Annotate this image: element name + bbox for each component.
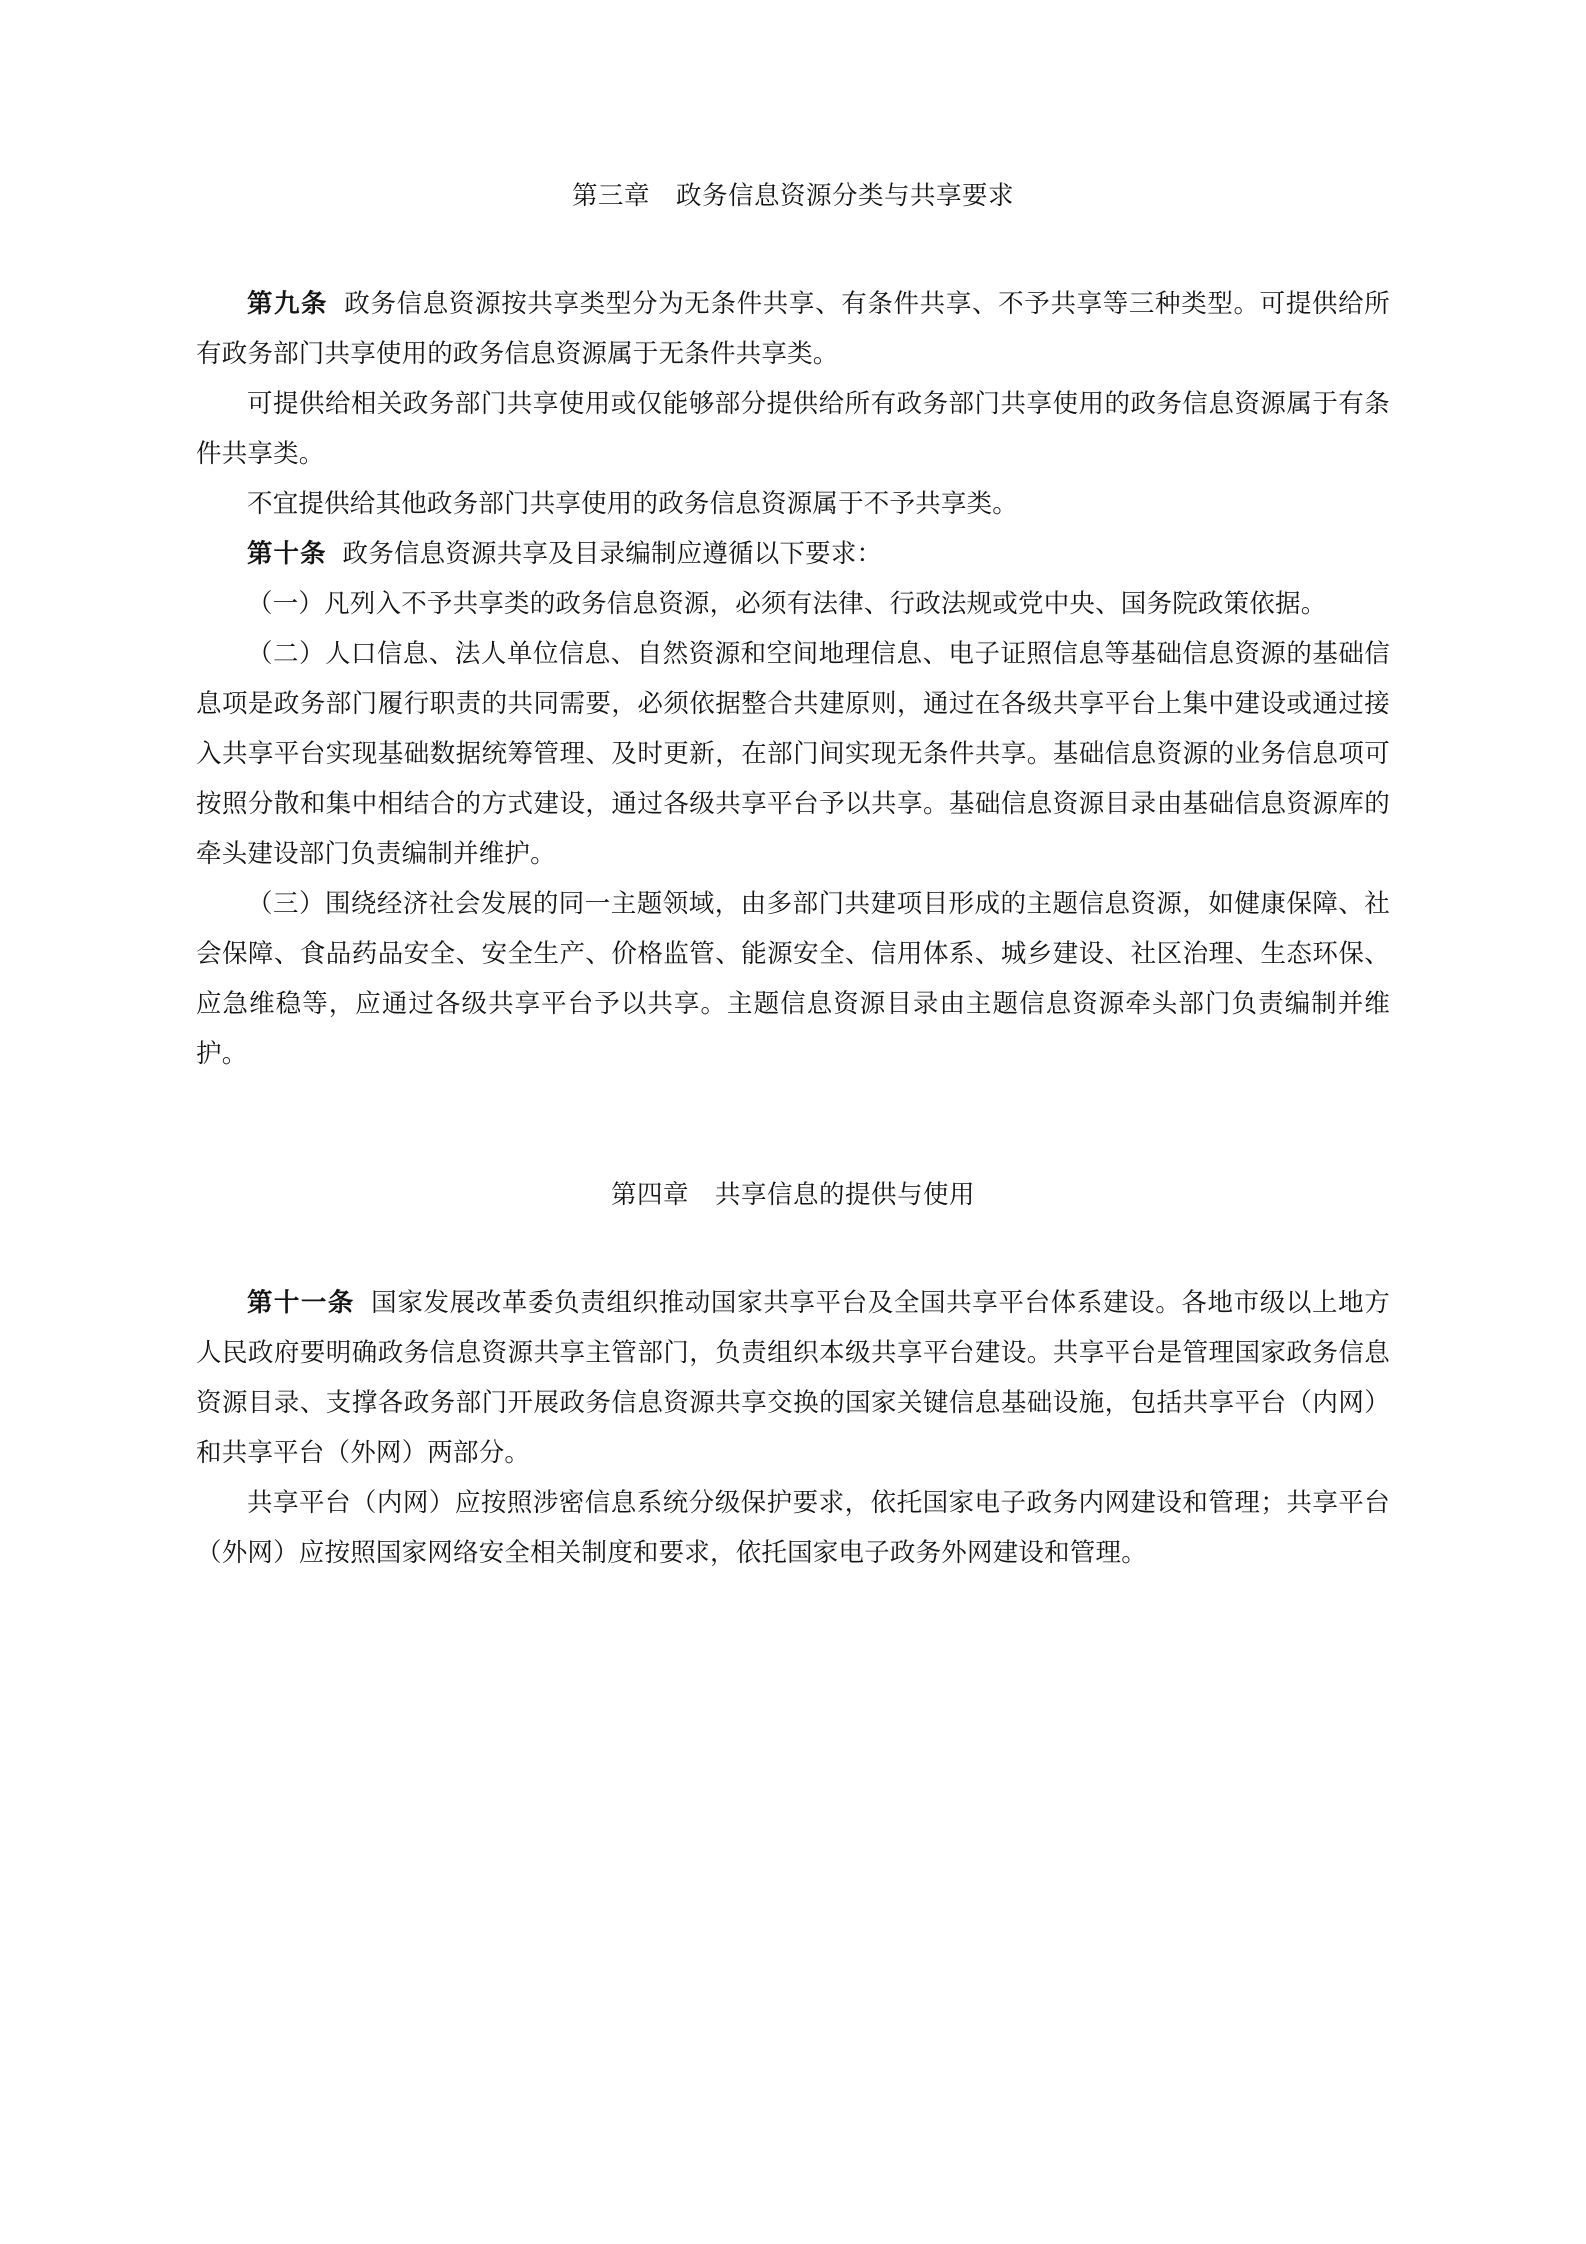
- article-9-paragraph-3: 不宜提供给其他政务部门共享使用的政务信息资源属于不予共享类。: [247, 488, 1019, 519]
- article-10-item-2: （二）人口信息、法人单位信息、自然资源和空间地理信息、电子证照信息等基础信息资源的基础信息项是政务部门履行职责的共同需要，必须依据整合共建原则，通过在各级共享平台上集中建设或通过接入共享平台实现基础数据统筹管理、及时更新，在部门间实现无条件共享。基础信息资源的业务信息项可按照分散和集中相结合的方式建设，通过各级共享平台予以共享。基础信息资源目录由基础信息资源库的牵头建设部门负责编制并维护。: [196, 638, 1390, 869]
- article-10-item-3: （三）围绕经济社会发展的同一主题领域，由多部门共建项目形成的主题信息资源，如健康保障、社会保障、食品药品安全、安全生产、价格监管、能源安全、信用体系、城乡建设、社区治理、生态环保、应急维稳等，应通过各级共享平台予以共享。主题信息资源目录由主题信息资源牵头部门负责编制并维护。: [196, 888, 1390, 1069]
- article-10-item-1: （一）凡列入不予共享类的政务信息资源，必须有法律、行政法规或党中央、国务院政策依据。: [247, 588, 1327, 619]
- article-10-label: 第十条: [247, 538, 327, 569]
- article-9-label: 第九条: [247, 288, 328, 319]
- article-11-paragraph: [196, 1278, 1390, 1478]
- chapter-4-title: 共享信息的提供与使用: [715, 1179, 976, 1210]
- article-11-label: 第十一条: [247, 1287, 355, 1318]
- chapter-3-number: 第三章: [571, 181, 650, 211]
- article-11-text: 国家发展改革委负责组织推动国家共享平台及全国共享平台体系建设。各地市级以上地方人民政府要明确政务信息资源共享主管部门，负责组织本级共享平台建设。共享平台是管理国家政务信息资源目录、支撑各政务部门开展政务信息资源共享交换的国家关键信息基础设施，包括共享平台（内网）和共享平台（外网）两部分。: [196, 1287, 1390, 1468]
- chapter-4-heading: [196, 1175, 1390, 1216]
- article-9-paragraph: [196, 279, 1390, 379]
- chapter-4-number: 第四章: [610, 1179, 689, 1210]
- article-10-text: 政务信息资源共享及目录编制应遵循以下要求：: [342, 538, 883, 569]
- article-10-paragraph: [196, 529, 1390, 579]
- article-9-text: 政务信息资源按共享类型分为无条件共享、有条件共享、不予共享等三种类型。可提供给所有政务部门共享使用的政务信息资源属于无条件共享类。: [196, 288, 1390, 369]
- chapter-3-heading: [196, 176, 1390, 217]
- article-9-paragraph-2: 可提供给相关政务部门共享使用或仅能够部分提供给所有政务部门共享使用的政务信息资源属于有条件共享类。: [196, 388, 1390, 469]
- chapter-3-title: 政务信息资源分类与共享要求: [676, 181, 1015, 211]
- article-11-paragraph-2: 共享平台（内网）应按照涉密信息系统分级保护要求，依托国家电子政务内网建设和管理；共享平台（外网）应按照国家网络安全相关制度和要求，依托国家电子政务外网建设和管理。: [196, 1487, 1390, 1568]
- document-body: [196, 176, 1390, 1578]
